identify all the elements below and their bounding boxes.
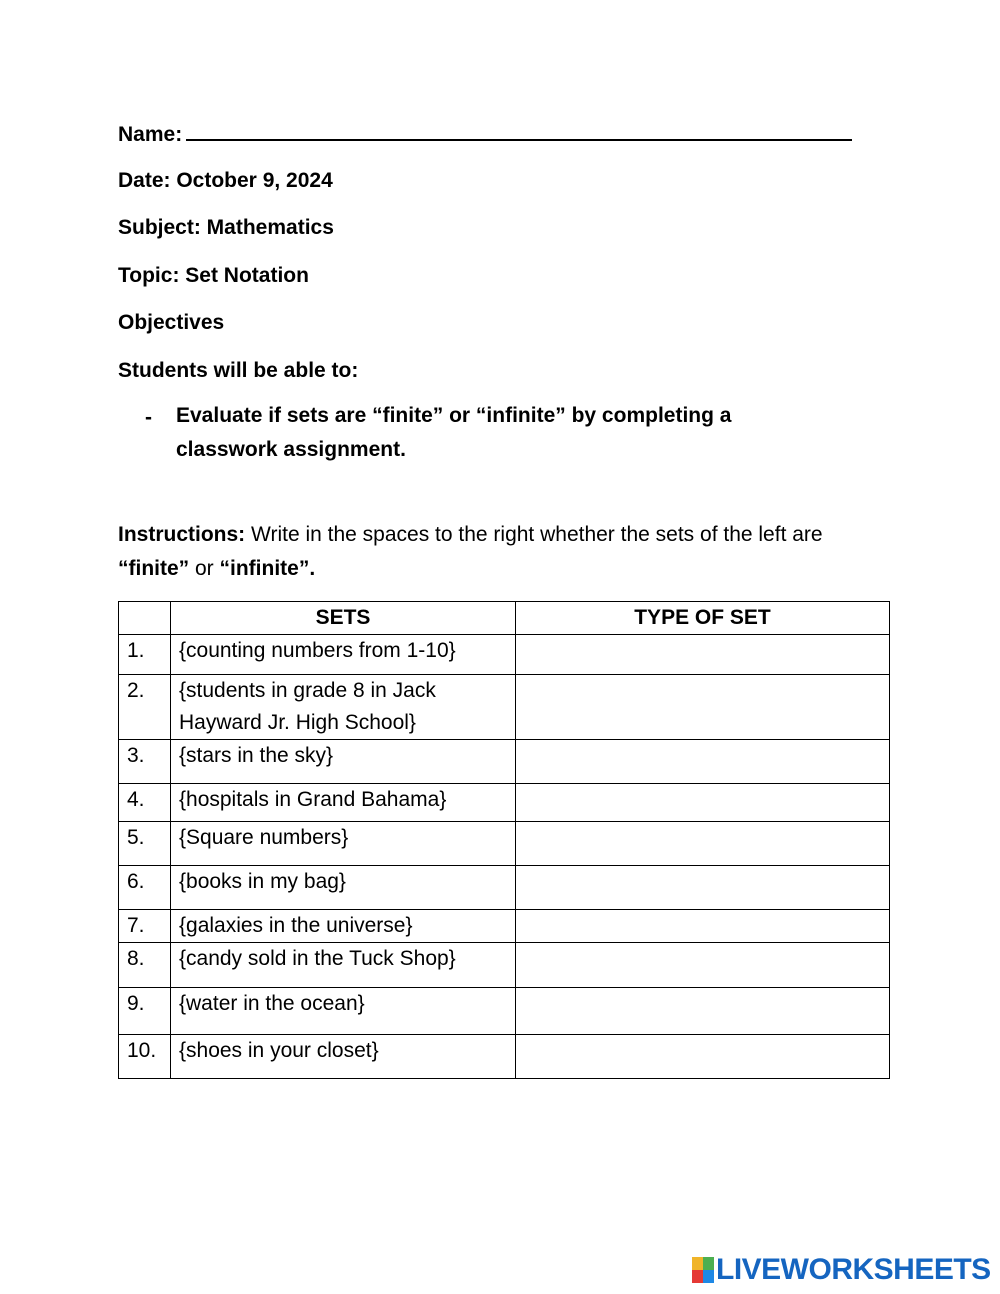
logo-text: LIVEWORKSHEETS [716,1253,991,1286]
bullet-dash: - [145,406,152,429]
finite-word: “finite” [118,557,190,580]
row-set: {stars in the sky} [171,740,516,784]
table-row [119,784,890,822]
row-type-answer[interactable] [516,822,890,866]
instructions-label: Instructions: [118,523,246,546]
row-type-answer[interactable] [516,988,890,1035]
table-row [119,943,890,988]
row-number: 3. [119,740,171,784]
row-set: {hospitals in Grand Bahama} [171,784,516,822]
table-row [119,910,890,943]
liveworksheets-logo-icon [692,1257,714,1283]
infinite-word: “infinite”. [219,557,316,580]
row-set: {Square numbers} [171,822,516,866]
row-number: 7. [119,910,171,943]
header-sets: SETS [171,602,516,635]
row-number: 5. [119,822,171,866]
objective-text: Evaluate if sets are “finite” or “infinite” by completing a classwork assignment. [176,404,732,461]
header-type-of-set: TYPE OF SET [516,602,890,635]
table-row [119,635,890,675]
row-type-answer[interactable] [516,740,890,784]
topic-line: Topic: Set Notation [118,264,309,287]
row-set: {candy sold in the Tuck Shop} [171,943,516,988]
table-row [119,1035,890,1079]
table-row [119,675,890,740]
row-set: {books in my bag} [171,866,516,910]
subject-line: Subject: Mathematics [118,216,334,239]
row-number: 10. [119,1035,171,1079]
or-word: or [189,557,220,580]
sets-table [118,601,890,1079]
name-field-row [118,121,852,147]
row-set: {water in the ocean} [171,988,516,1035]
instructions-text: Write in the spaces to the right whether the sets of the left are [245,523,823,546]
date-line: Date: October 9, 2024 [118,169,333,192]
name-label: Name: [118,123,183,146]
row-type-answer[interactable] [516,1035,890,1079]
row-type-answer[interactable] [516,910,890,943]
header-number [119,602,171,635]
row-set: {shoes in your closet} [171,1035,516,1079]
row-type-answer[interactable] [516,866,890,910]
table-row [119,988,890,1035]
row-number: 1. [119,635,171,675]
row-type-answer[interactable] [516,635,890,675]
liveworksheets-logo [692,1253,991,1287]
objectives-heading: Objectives [118,311,225,334]
table-row [119,866,890,910]
row-type-answer[interactable] [516,784,890,822]
row-number: 4. [119,784,171,822]
table-row [119,822,890,866]
row-number: 8. [119,943,171,988]
row-set: {students in grade 8 in Jack Hayward Jr. High School} [171,675,516,740]
row-number: 9. [119,988,171,1035]
row-type-answer[interactable] [516,943,890,988]
row-number: 2. [119,675,171,740]
row-type-answer[interactable] [516,675,890,740]
row-set: {galaxies in the universe} [171,910,516,943]
able-to-line: Students will be able to: [118,359,359,382]
table-header-row [119,602,890,635]
table-row [119,740,890,784]
row-set: {counting numbers from 1-10} [171,635,516,675]
row-number: 6. [119,866,171,910]
instructions-paragraph [118,518,878,586]
name-blank-line[interactable] [186,121,852,141]
